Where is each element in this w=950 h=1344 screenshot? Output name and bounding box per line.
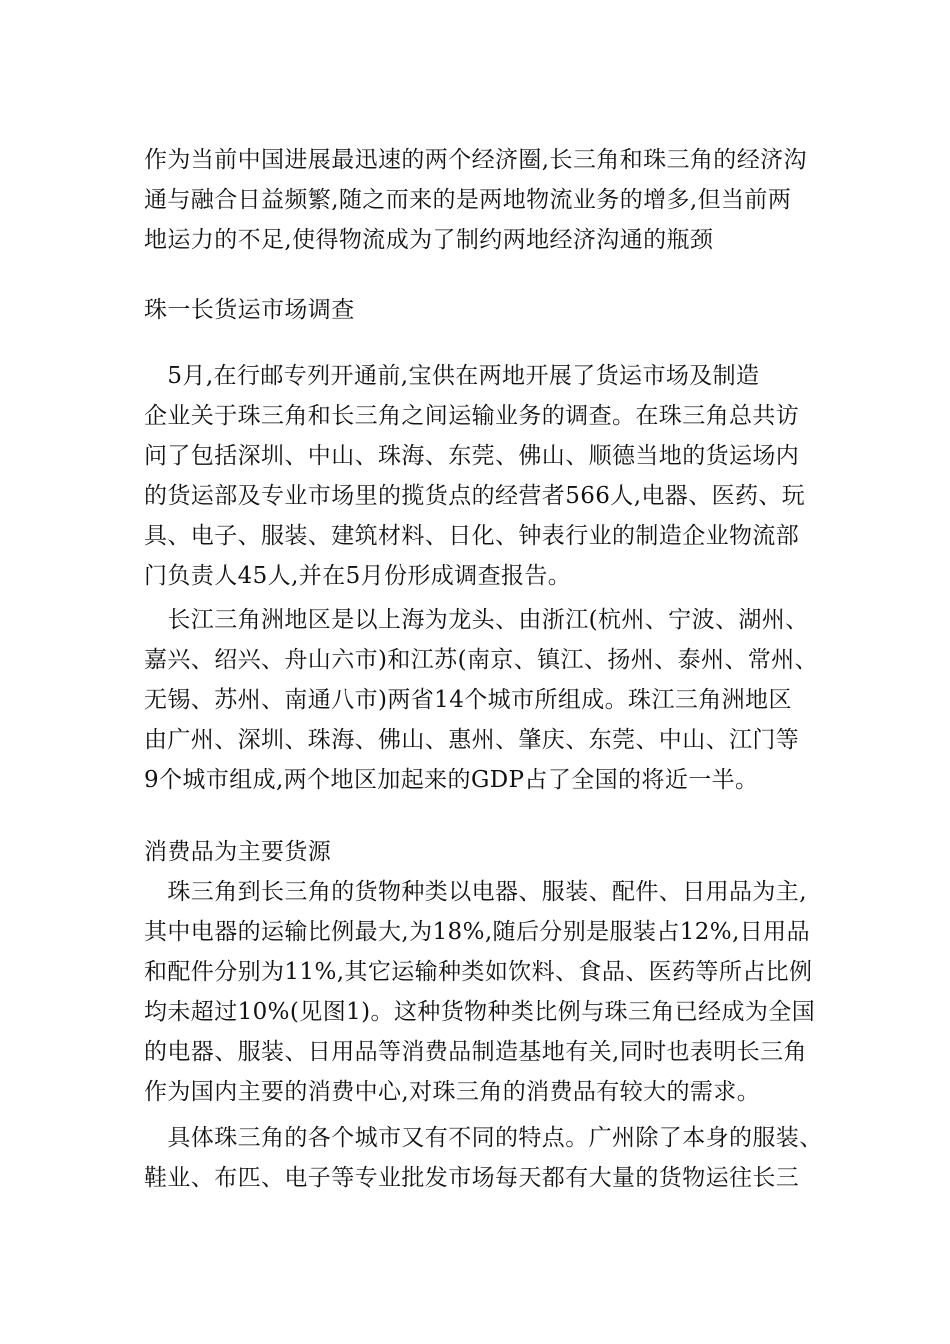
text-line: 门负责人45人,并在5月份形成调查报告。 <box>144 563 572 589</box>
text-line: 作为当前中国进展最迅速的两个经济圈,长三角和珠三角的经济沟 <box>144 147 807 173</box>
text-line: 问了包括深圳、中山、珠海、东莞、佛山、顺德当地的货运场内 <box>144 443 800 469</box>
text-line: 由广州、深圳、珠海、佛山、惠州、肇庆、东莞、中山、江门等 <box>144 727 800 753</box>
text-line: 9个城市组成,两个地区加起来的GDP占了全国的将近一半。 <box>144 767 759 793</box>
text-line: 具体珠三角的各个城市又有不同的特点。广州除了本身的服装、 <box>144 1125 823 1151</box>
text-line: 的货运部及专业市场里的揽货点的经营者566人,电器、医药、玩 <box>144 483 806 509</box>
text-line: 作为国内主要的消费中心,对珠三角的消费品有较大的需求。 <box>144 1079 761 1105</box>
survey-paragraph <box>144 356 834 596</box>
text-line: 通与融合日益频繁,随之而来的是两地物流业务的增多,但当前两 <box>144 187 792 213</box>
text-line: 均未超过10%(见图1)。这种货物种类比例与珠三角已经成为全国 <box>144 999 816 1025</box>
regions-paragraph <box>144 600 834 800</box>
text-line: 长江三角洲地区是以上海为龙头、由浙江(杭州、宁波、湖州、 <box>144 607 809 633</box>
text-line: 珠三角到长三角的货物种类以电器、服装、配件、日用品为主, <box>144 879 807 905</box>
text-line: 地运力的不足,使得物流成为了制约两地经济沟通的瓶颈 <box>144 227 714 253</box>
text-line: 企业关于珠三角和长三角之间运输业务的调查。在珠三角总共访 <box>144 403 800 429</box>
text-line: 嘉兴、绍兴、舟山六市)和江苏(南京、镇江、扬州、泰州、常州、 <box>144 647 818 673</box>
text-line: 具、电子、服装、建筑材料、日化、钟表行业的制造企业物流部 <box>144 523 800 549</box>
section-heading-freight-survey: 珠一长货运市场调查 <box>144 297 355 323</box>
text-line: 鞋业、布匹、电子等专业批发市场每天都有大量的货物运往长三 <box>144 1165 800 1191</box>
text-line: 5月,在行邮专列开通前,宝供在两地开展了货运市场及制造 <box>144 363 760 389</box>
cities-paragraph <box>144 1118 834 1198</box>
section-heading-consumer-goods: 消费品为主要货源 <box>144 839 332 865</box>
intro-paragraph <box>144 140 834 260</box>
text-line: 其中电器的运输比例最大,为18%,随后分别是服装占12%,日用品 <box>144 919 810 945</box>
goods-paragraph <box>144 872 834 1112</box>
text-line: 无锡、苏州、南通八市)两省14个城市所组成。珠江三角洲地区 <box>144 687 792 713</box>
text-line: 和配件分别为11%,其它运输种类如饮料、食品、医药等所占比例 <box>144 959 813 985</box>
text-line: 的电器、服装、日用品等消费品制造基地有关,同时也表明长三角 <box>144 1039 807 1065</box>
